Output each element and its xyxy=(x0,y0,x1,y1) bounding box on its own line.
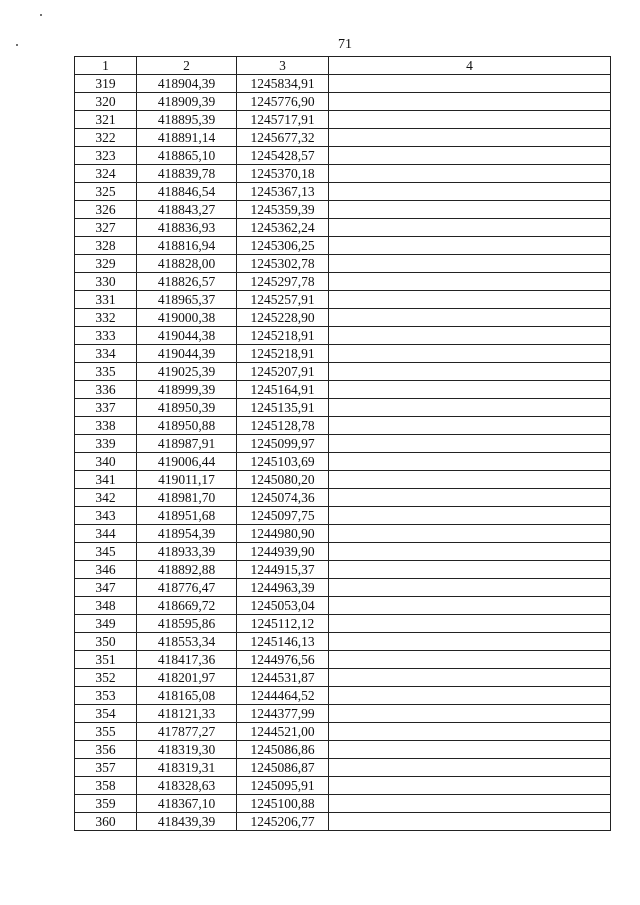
point-number-cell: 323 xyxy=(75,147,137,165)
note-cell xyxy=(329,615,611,633)
y-coordinate-cell: 1244939,90 xyxy=(237,543,329,561)
point-number-cell: 357 xyxy=(75,759,137,777)
table-row xyxy=(75,399,611,417)
table-row xyxy=(75,93,611,111)
point-number-cell: 331 xyxy=(75,291,137,309)
note-cell xyxy=(329,561,611,579)
point-number-cell: 327 xyxy=(75,219,137,237)
y-coordinate-cell: 1245112,12 xyxy=(237,615,329,633)
point-number-cell: 344 xyxy=(75,525,137,543)
table-row xyxy=(75,723,611,741)
y-coordinate-cell: 1245097,75 xyxy=(237,507,329,525)
table-row xyxy=(75,381,611,399)
point-number-cell: 351 xyxy=(75,651,137,669)
x-coordinate-cell: 418367,10 xyxy=(137,795,237,813)
note-cell xyxy=(329,399,611,417)
x-coordinate-cell: 419044,38 xyxy=(137,327,237,345)
table-row xyxy=(75,633,611,651)
table-row xyxy=(75,273,611,291)
table-row xyxy=(75,327,611,345)
x-coordinate-cell: 418904,39 xyxy=(137,75,237,93)
y-coordinate-cell: 1245306,25 xyxy=(237,237,329,255)
table-row xyxy=(75,453,611,471)
scan-speck xyxy=(16,44,18,46)
point-number-cell: 353 xyxy=(75,687,137,705)
table-row xyxy=(75,705,611,723)
x-coordinate-cell: 418417,36 xyxy=(137,651,237,669)
note-cell xyxy=(329,471,611,489)
x-coordinate-cell: 418865,10 xyxy=(137,147,237,165)
y-coordinate-cell: 1245207,91 xyxy=(237,363,329,381)
point-number-cell: 359 xyxy=(75,795,137,813)
point-number-cell: 329 xyxy=(75,255,137,273)
point-number-cell: 345 xyxy=(75,543,137,561)
y-coordinate-cell: 1245370,18 xyxy=(237,165,329,183)
point-number-cell: 338 xyxy=(75,417,137,435)
x-coordinate-cell: 418595,86 xyxy=(137,615,237,633)
y-coordinate-cell: 1245218,91 xyxy=(237,345,329,363)
table-row xyxy=(75,813,611,831)
note-cell xyxy=(329,579,611,597)
y-coordinate-cell: 1245362,24 xyxy=(237,219,329,237)
note-cell xyxy=(329,363,611,381)
note-cell xyxy=(329,651,611,669)
y-coordinate-cell: 1244963,39 xyxy=(237,579,329,597)
table-row xyxy=(75,417,611,435)
x-coordinate-cell: 418121,33 xyxy=(137,705,237,723)
note-cell xyxy=(329,633,611,651)
point-number-cell: 340 xyxy=(75,453,137,471)
point-number-cell: 321 xyxy=(75,111,137,129)
point-number-cell: 349 xyxy=(75,615,137,633)
note-cell xyxy=(329,93,611,111)
note-cell xyxy=(329,435,611,453)
table-row xyxy=(75,471,611,489)
x-coordinate-cell: 418987,91 xyxy=(137,435,237,453)
y-coordinate-cell: 1245080,20 xyxy=(237,471,329,489)
y-coordinate-cell: 1245834,91 xyxy=(237,75,329,93)
point-number-cell: 337 xyxy=(75,399,137,417)
column-header: 4 xyxy=(329,57,611,75)
x-coordinate-cell: 418319,30 xyxy=(137,741,237,759)
table-row xyxy=(75,345,611,363)
note-cell xyxy=(329,255,611,273)
x-coordinate-cell: 418828,00 xyxy=(137,255,237,273)
x-coordinate-cell: 418951,68 xyxy=(137,507,237,525)
column-header: 3 xyxy=(237,57,329,75)
y-coordinate-cell: 1245135,91 xyxy=(237,399,329,417)
y-coordinate-cell: 1245717,91 xyxy=(237,111,329,129)
point-number-cell: 354 xyxy=(75,705,137,723)
y-coordinate-cell: 1244464,52 xyxy=(237,687,329,705)
table-row xyxy=(75,183,611,201)
y-coordinate-cell: 1244521,00 xyxy=(237,723,329,741)
table-row xyxy=(75,579,611,597)
x-coordinate-cell: 418319,31 xyxy=(137,759,237,777)
note-cell xyxy=(329,489,611,507)
x-coordinate-cell: 418165,08 xyxy=(137,687,237,705)
note-cell xyxy=(329,291,611,309)
column-header: 2 xyxy=(137,57,237,75)
point-number-cell: 342 xyxy=(75,489,137,507)
x-coordinate-cell: 418892,88 xyxy=(137,561,237,579)
y-coordinate-cell: 1244980,90 xyxy=(237,525,329,543)
note-cell xyxy=(329,219,611,237)
point-number-cell: 346 xyxy=(75,561,137,579)
point-number-cell: 336 xyxy=(75,381,137,399)
x-coordinate-cell: 418553,34 xyxy=(137,633,237,651)
y-coordinate-cell: 1244377,99 xyxy=(237,705,329,723)
x-coordinate-cell: 418965,37 xyxy=(137,291,237,309)
table-row xyxy=(75,597,611,615)
y-coordinate-cell: 1245095,91 xyxy=(237,777,329,795)
note-cell xyxy=(329,273,611,291)
point-number-cell: 360 xyxy=(75,813,137,831)
y-coordinate-cell: 1245086,87 xyxy=(237,759,329,777)
x-coordinate-cell: 418950,88 xyxy=(137,417,237,435)
point-number-cell: 325 xyxy=(75,183,137,201)
note-cell xyxy=(329,507,611,525)
y-coordinate-cell: 1244976,56 xyxy=(237,651,329,669)
x-coordinate-cell: 418909,39 xyxy=(137,93,237,111)
note-cell xyxy=(329,597,611,615)
y-coordinate-cell: 1245359,39 xyxy=(237,201,329,219)
x-coordinate-cell: 418843,27 xyxy=(137,201,237,219)
y-coordinate-cell: 1245367,13 xyxy=(237,183,329,201)
x-coordinate-cell: 418201,97 xyxy=(137,669,237,687)
note-cell xyxy=(329,165,611,183)
x-coordinate-cell: 418439,39 xyxy=(137,813,237,831)
note-cell xyxy=(329,183,611,201)
table-row xyxy=(75,795,611,813)
point-number-cell: 358 xyxy=(75,777,137,795)
y-coordinate-cell: 1245218,91 xyxy=(237,327,329,345)
note-cell xyxy=(329,327,611,345)
y-coordinate-cell: 1245086,86 xyxy=(237,741,329,759)
x-coordinate-cell: 418839,78 xyxy=(137,165,237,183)
note-cell xyxy=(329,705,611,723)
y-coordinate-cell: 1245146,13 xyxy=(237,633,329,651)
table-row xyxy=(75,669,611,687)
table-row xyxy=(75,651,611,669)
y-coordinate-cell: 1245302,78 xyxy=(237,255,329,273)
scan-speck xyxy=(40,14,42,16)
point-number-cell: 356 xyxy=(75,741,137,759)
table-row xyxy=(75,759,611,777)
table-row xyxy=(75,291,611,309)
table-row xyxy=(75,435,611,453)
point-number-cell: 332 xyxy=(75,309,137,327)
point-number-cell: 341 xyxy=(75,471,137,489)
point-number-cell: 339 xyxy=(75,435,137,453)
x-coordinate-cell: 419011,17 xyxy=(137,471,237,489)
point-number-cell: 352 xyxy=(75,669,137,687)
point-number-cell: 355 xyxy=(75,723,137,741)
x-coordinate-cell: 418826,57 xyxy=(137,273,237,291)
note-cell xyxy=(329,129,611,147)
note-cell xyxy=(329,777,611,795)
note-cell xyxy=(329,75,611,93)
table-row xyxy=(75,489,611,507)
y-coordinate-cell: 1245103,69 xyxy=(237,453,329,471)
x-coordinate-cell: 418895,39 xyxy=(137,111,237,129)
x-coordinate-cell: 418776,47 xyxy=(137,579,237,597)
x-coordinate-cell: 418669,72 xyxy=(137,597,237,615)
y-coordinate-cell: 1245128,78 xyxy=(237,417,329,435)
table-row xyxy=(75,309,611,327)
y-coordinate-cell: 1245206,77 xyxy=(237,813,329,831)
column-header: 1 xyxy=(75,57,137,75)
point-number-cell: 320 xyxy=(75,93,137,111)
note-cell xyxy=(329,759,611,777)
y-coordinate-cell: 1244915,37 xyxy=(237,561,329,579)
table-row xyxy=(75,111,611,129)
point-number-cell: 326 xyxy=(75,201,137,219)
table-row xyxy=(75,237,611,255)
x-coordinate-cell: 418933,39 xyxy=(137,543,237,561)
x-coordinate-cell: 419025,39 xyxy=(137,363,237,381)
table-row xyxy=(75,255,611,273)
note-cell xyxy=(329,741,611,759)
note-cell xyxy=(329,687,611,705)
page-number: 71 xyxy=(338,37,352,52)
y-coordinate-cell: 1245100,88 xyxy=(237,795,329,813)
x-coordinate-cell: 418999,39 xyxy=(137,381,237,399)
y-coordinate-cell: 1245428,57 xyxy=(237,147,329,165)
table-row xyxy=(75,687,611,705)
point-number-cell: 322 xyxy=(75,129,137,147)
table-row xyxy=(75,543,611,561)
point-number-cell: 335 xyxy=(75,363,137,381)
note-cell xyxy=(329,237,611,255)
y-coordinate-cell: 1245257,91 xyxy=(237,291,329,309)
point-number-cell: 328 xyxy=(75,237,137,255)
point-number-cell: 319 xyxy=(75,75,137,93)
table-row xyxy=(75,129,611,147)
point-number-cell: 347 xyxy=(75,579,137,597)
table-row xyxy=(75,75,611,93)
table-row xyxy=(75,363,611,381)
note-cell xyxy=(329,201,611,219)
note-cell xyxy=(329,417,611,435)
y-coordinate-cell: 1245776,90 xyxy=(237,93,329,111)
note-cell xyxy=(329,723,611,741)
table-row xyxy=(75,741,611,759)
table-body xyxy=(75,75,611,831)
table-row xyxy=(75,165,611,183)
y-coordinate-cell: 1245677,32 xyxy=(237,129,329,147)
x-coordinate-cell: 418846,54 xyxy=(137,183,237,201)
note-cell xyxy=(329,381,611,399)
x-coordinate-cell: 418816,94 xyxy=(137,237,237,255)
x-coordinate-cell: 418328,63 xyxy=(137,777,237,795)
y-coordinate-cell: 1245053,04 xyxy=(237,597,329,615)
x-coordinate-cell: 418954,39 xyxy=(137,525,237,543)
table-row xyxy=(75,525,611,543)
x-coordinate-cell: 418950,39 xyxy=(137,399,237,417)
note-cell xyxy=(329,525,611,543)
y-coordinate-cell: 1245228,90 xyxy=(237,309,329,327)
y-coordinate-cell: 1245164,91 xyxy=(237,381,329,399)
x-coordinate-cell: 417877,27 xyxy=(137,723,237,741)
table-row xyxy=(75,201,611,219)
point-number-cell: 343 xyxy=(75,507,137,525)
y-coordinate-cell: 1244531,87 xyxy=(237,669,329,687)
point-number-cell: 333 xyxy=(75,327,137,345)
x-coordinate-cell: 419006,44 xyxy=(137,453,237,471)
x-coordinate-cell: 418836,93 xyxy=(137,219,237,237)
coordinates-table xyxy=(74,56,611,831)
note-cell xyxy=(329,813,611,831)
point-number-cell: 330 xyxy=(75,273,137,291)
note-cell xyxy=(329,453,611,471)
note-cell xyxy=(329,111,611,129)
table-row xyxy=(75,147,611,165)
note-cell xyxy=(329,669,611,687)
table-row xyxy=(75,507,611,525)
note-cell xyxy=(329,345,611,363)
y-coordinate-cell: 1245074,36 xyxy=(237,489,329,507)
table-header-row xyxy=(75,57,611,75)
table-row xyxy=(75,615,611,633)
table-row xyxy=(75,561,611,579)
y-coordinate-cell: 1245099,97 xyxy=(237,435,329,453)
point-number-cell: 348 xyxy=(75,597,137,615)
point-number-cell: 324 xyxy=(75,165,137,183)
note-cell xyxy=(329,543,611,561)
note-cell xyxy=(329,147,611,165)
note-cell xyxy=(329,309,611,327)
note-cell xyxy=(329,795,611,813)
point-number-cell: 350 xyxy=(75,633,137,651)
x-coordinate-cell: 418981,70 xyxy=(137,489,237,507)
table-row xyxy=(75,219,611,237)
x-coordinate-cell: 419000,38 xyxy=(137,309,237,327)
x-coordinate-cell: 418891,14 xyxy=(137,129,237,147)
x-coordinate-cell: 419044,39 xyxy=(137,345,237,363)
point-number-cell: 334 xyxy=(75,345,137,363)
table-row xyxy=(75,777,611,795)
y-coordinate-cell: 1245297,78 xyxy=(237,273,329,291)
